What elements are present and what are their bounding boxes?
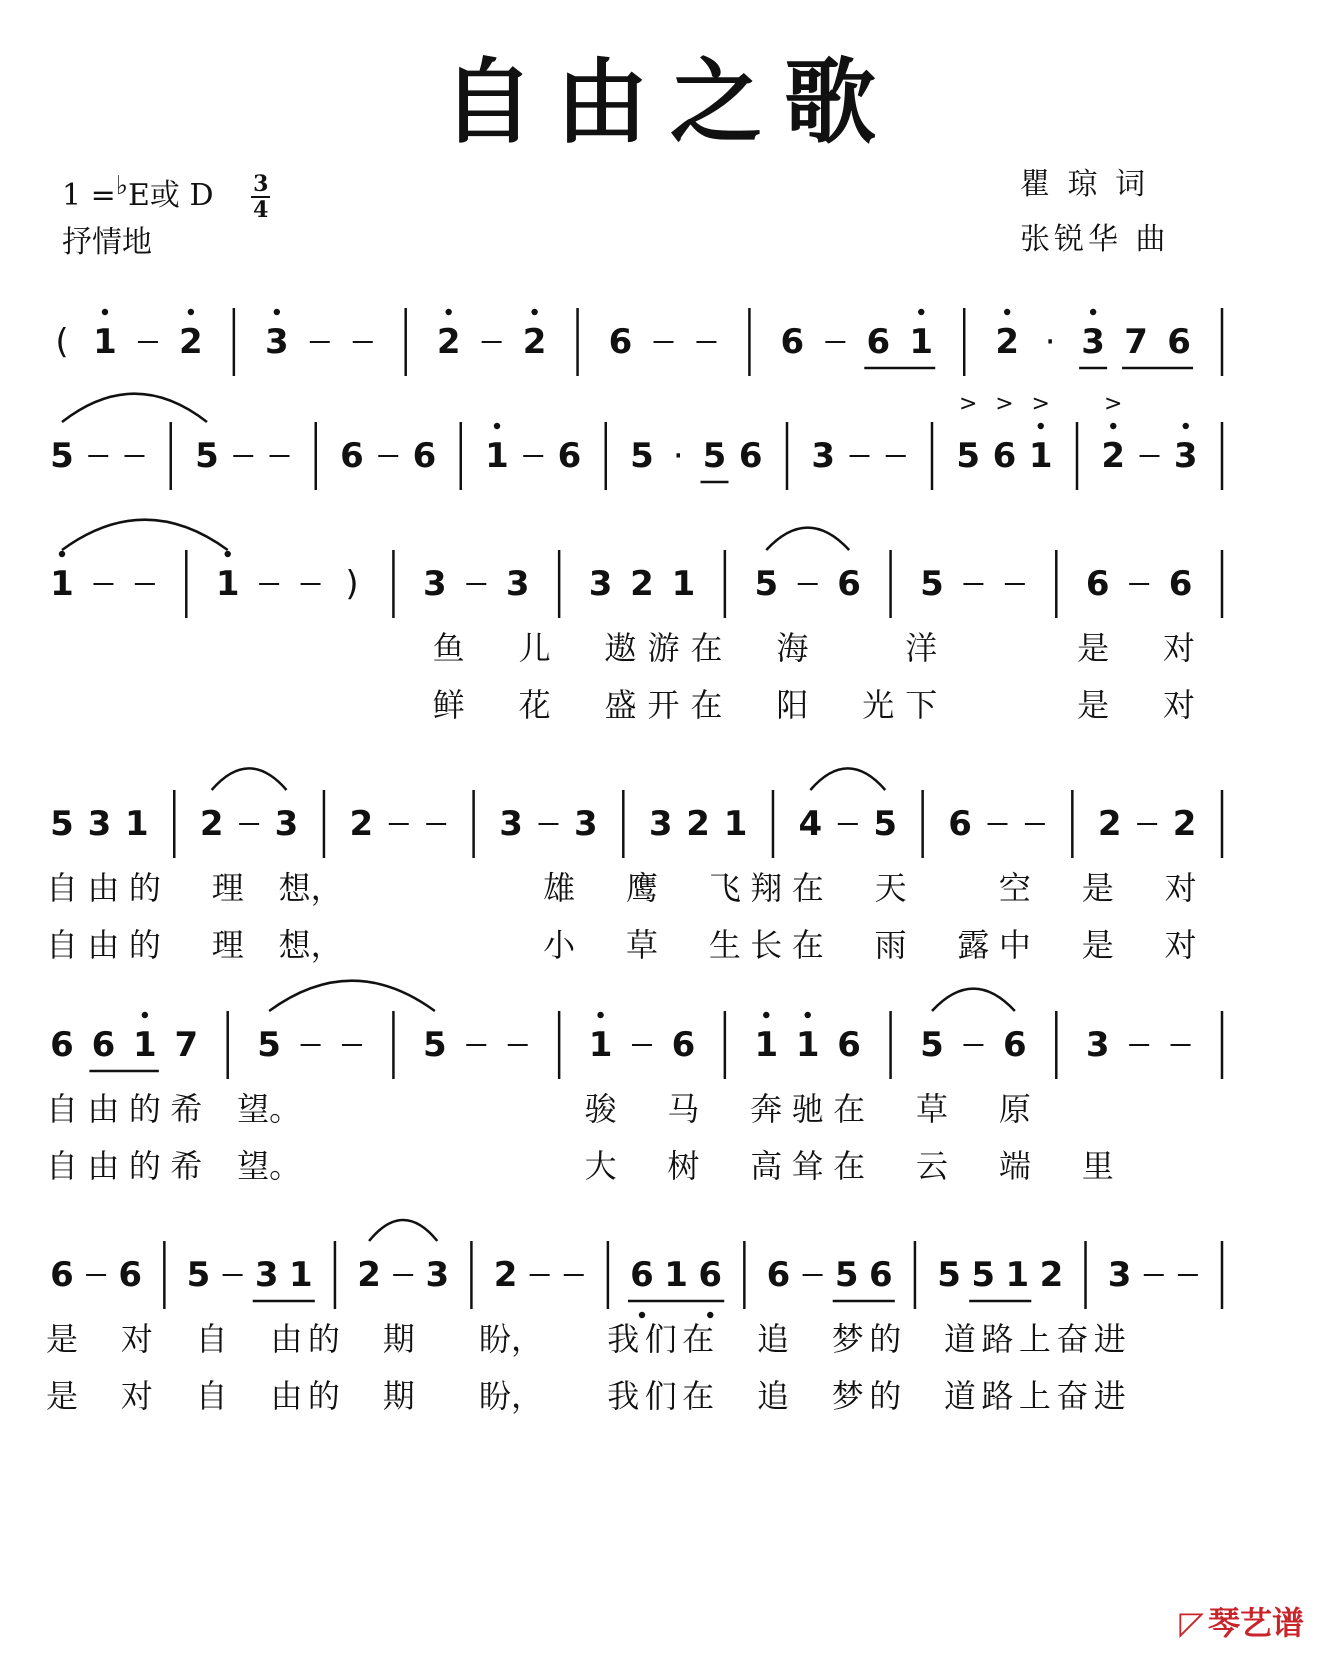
lyric-char: 进 [1093,1377,1126,1415]
lyric-char: 由 [87,926,120,964]
slur-arc [369,1220,437,1241]
lyric-char: 长 [750,926,783,964]
lyric-char: 上 [1018,1377,1051,1415]
lyric-char: 里 [1081,1147,1114,1185]
note: 2 [686,804,710,844]
lyric-char: 的 [128,1090,161,1128]
high-octave-dot [531,309,537,315]
watermark [1179,1598,1304,1644]
lyric-char: 在 [690,629,723,667]
note: 3 [505,564,530,604]
note: 3 [1173,436,1198,476]
lyric-char: 的 [307,1377,340,1415]
lyric-char: 对 [1163,629,1196,667]
note: 3 [254,1255,279,1295]
tempo-mark: 抒情地 [62,225,152,260]
high-octave-dot [59,551,65,557]
lyric-char: 在 [791,869,824,907]
slur-arc [766,528,849,550]
note: 5 [873,804,898,844]
note: 6 [412,436,437,476]
lyric-char: 在 [682,1320,715,1358]
note: 7 [174,1025,199,1065]
high-octave-dot [918,309,924,315]
note: 6 [738,436,763,476]
note: 3 [425,1255,450,1295]
lyric-char: 由 [270,1320,303,1358]
note: 5 [50,436,74,476]
high-octave-dot [188,309,194,315]
lyric-char: 追 [756,1320,789,1358]
note: 2 [522,322,547,362]
note: 6 [608,322,633,362]
note: 2 [1097,804,1122,844]
augmentation-dot: · [672,436,684,476]
high-octave-dot [274,309,280,315]
lyric-char: 自 [45,869,79,907]
lyric-char: 驰 [791,1090,824,1128]
lyric-char: 云 [915,1147,949,1185]
lyric-char: 马 [667,1090,700,1128]
lyric-char: 飞 [708,869,741,907]
lyric-char: 雨 [874,926,907,964]
lyric-char: 空 [998,869,1031,907]
note: 3 [648,804,673,844]
note: 3 [574,804,598,844]
note: 5 [937,1255,961,1295]
note: 6 [50,1025,74,1065]
note: 6 [340,436,364,476]
lyric-char: 开 [647,686,680,724]
lyric-char: 自 [45,1090,79,1128]
lyric-char: 追 [756,1377,789,1415]
lyric-char: 希 [170,1147,203,1185]
accent-mark: > [959,391,978,417]
note: 6 [837,564,861,604]
watermark-logo-icon: ◸ [1179,1604,1204,1642]
lyric-char: 奔 [750,1090,783,1128]
note: 2 [436,322,461,362]
lyric-char: 期 [382,1320,415,1358]
lyric-char: 由 [270,1377,303,1415]
accent-mark: > [995,391,1014,417]
note: 6 [630,1255,654,1295]
note: 1 [485,436,509,476]
lyric-char: 在 [833,1147,866,1185]
lyric-char: 的 [869,1320,902,1358]
note: 1 [1005,1255,1030,1295]
note: 5 [257,1025,281,1065]
lyric-char: 梦 [831,1377,864,1415]
slur-arc [212,768,287,790]
lyric-char: 自 [195,1377,228,1415]
lyric-char: 的 [869,1377,902,1415]
lyric-char: 下 [905,686,938,724]
note: 5 [423,1025,447,1065]
lyric-char: 树 [667,1147,700,1185]
lyric-char: 盼， [479,1320,544,1358]
note: 6 [837,1025,861,1065]
time-top: 3 [253,171,269,197]
lyric-char: 是 [45,1377,79,1415]
note: 1 [909,322,934,362]
note: 5 [920,1025,944,1065]
note: 1 [671,564,696,604]
note: 5 [195,436,219,476]
lyric-char: 盼， [479,1377,544,1415]
note: 2 [1039,1255,1064,1295]
lyric-char: 的 [307,1320,340,1358]
lyric-char: 翔 [750,869,783,907]
note: 2 [630,564,654,604]
note: 1 [754,1025,779,1065]
note: 1 [125,804,149,844]
note: 6 [50,1255,74,1295]
flat-sign: ♭ [115,171,129,202]
high-octave-dot [1183,423,1189,429]
note: 5 [50,804,74,844]
lyric-char: 路 [981,1320,1014,1358]
note: 3 [811,436,836,476]
lyric-char: 对 [120,1320,153,1358]
lyric-char: 道 [944,1377,977,1415]
high-octave-dot [1038,423,1044,429]
repeat-paren: ( [55,322,69,362]
note: 6 [1167,322,1191,362]
lyric-char: 盛 [604,686,637,724]
note: 3 [1081,322,1105,362]
lyric-char: 梦 [831,1320,864,1358]
lyric-char: 对 [1163,686,1196,724]
note: 6 [1003,1025,1027,1065]
note: 6 [671,1025,696,1065]
note: 3 [499,804,523,844]
note: 5 [956,436,981,476]
lyric-char: 在 [690,686,723,724]
lyric-char: 道 [944,1320,977,1358]
note: 3 [423,564,447,604]
high-octave-dot [597,1012,603,1018]
lyric-char: 洋 [905,629,938,667]
lyric-char: 鱼 [432,629,465,667]
lyric-char: 期 [382,1377,415,1415]
lyric-char: 是 [1081,869,1114,907]
high-octave-dot [102,309,108,315]
lyric-char: 的 [128,926,161,964]
note: 6 [698,1255,723,1295]
augmentation-dot: · [1044,322,1056,362]
lyric-char: 望。 [237,1090,302,1128]
lyric-char: 奋 [1056,1377,1089,1415]
high-octave-dot [805,1012,811,1018]
lyric-char: 儿 [518,629,551,667]
lyric-char: 是 [1077,686,1110,724]
slur-arc [62,520,228,550]
note: 1 [288,1255,313,1295]
note: 2 [493,1255,518,1295]
lyric-char: 骏 [584,1090,617,1128]
note: 6 [1168,564,1193,604]
note: 5 [971,1255,996,1295]
lyric-char: 在 [682,1377,715,1415]
note: 2 [179,322,203,362]
lyric-char: 耸 [791,1147,824,1185]
note: 1 [795,1025,820,1065]
lyric-char: 鹰 [625,869,659,907]
low-octave-dot [639,1312,645,1318]
lyric-char: 雄 [543,869,576,907]
accent-mark: > [1031,391,1050,417]
note: 2 [357,1255,381,1295]
note: 1 [133,1025,157,1065]
lyric-char: 由 [87,1147,120,1185]
note: 1 [664,1255,688,1295]
lyric-char: 在 [833,1090,866,1128]
slur-arc [62,394,207,422]
note: 3 [1085,1025,1110,1065]
note: 6 [992,436,1017,476]
note: 1 [93,322,117,362]
note: 2 [349,804,374,844]
lyric-char: 我 [607,1320,640,1358]
note: 5 [834,1255,859,1295]
lyric-char: 我 [607,1377,640,1415]
lyric-char: 海 [776,629,809,667]
note: 6 [1085,564,1110,604]
lyric-char: 端 [998,1147,1031,1185]
lyric-char: 阳 [776,686,809,724]
note: 6 [948,804,972,844]
note: 5 [754,564,779,604]
lyric-char: 中 [998,926,1031,964]
lyric-char: 们 [644,1320,677,1358]
lyric-char: 奋 [1056,1320,1089,1358]
lyric-char: 是 [45,1320,79,1358]
slur-arc [810,768,885,790]
lyric-char: 对 [1164,926,1197,964]
lyric-char: 遨 [604,629,637,667]
lyric-char: 自 [45,1147,79,1185]
lyric-char: 的 [128,1147,161,1185]
lyric-char: 由 [87,1090,120,1128]
lyric-char: 路 [981,1377,1014,1415]
lyric-char: 们 [644,1377,677,1415]
lyric-char: 大 [584,1147,617,1185]
lyric-char: 原 [998,1090,1031,1128]
lyric-char: 小 [543,926,576,964]
note: 6 [866,322,891,362]
note: 6 [780,322,805,362]
page-title: 自由之歌 [441,49,898,156]
note: 3 [1107,1255,1132,1295]
high-octave-dot [494,423,500,429]
high-octave-dot [1004,309,1010,315]
note: 6 [766,1255,791,1295]
note: 6 [868,1255,893,1295]
lyric-char: 高 [750,1147,783,1185]
lyric-char: 游 [647,629,680,667]
lyric-char: 天 [874,869,907,907]
lyric-char: 的 [128,869,161,907]
lyric-char: 是 [1081,926,1114,964]
note: 1 [215,564,240,604]
accent-mark: > [1104,391,1123,417]
note: 1 [723,804,748,844]
note: 3 [264,322,289,362]
note: 3 [588,564,613,604]
time-bottom: 4 [253,197,269,224]
high-octave-dot [1090,309,1096,315]
note: 1 [50,564,74,604]
lyric-char: 理 [211,926,244,964]
lyric-char: 花 [518,686,551,724]
lyric-char: 露 [957,926,990,964]
high-octave-dot [225,551,231,557]
lyric-char: 自 [195,1320,228,1358]
slur-arc [932,989,1015,1011]
composer-credit: 张锐华 曲 [1020,222,1170,257]
lyric-char: 想， [278,926,343,964]
watermark-text: 琴艺谱 [1207,1604,1304,1642]
lyric-char: 生 [708,926,741,964]
lyric-char: 自 [45,926,79,964]
note: 2 [995,322,1020,362]
lyric-char: 光 [862,686,895,724]
lyric-char: 草 [625,926,659,964]
note: 5 [920,564,944,604]
note: 1 [588,1025,613,1065]
note: 6 [91,1025,116,1065]
lyric-char: 对 [1164,869,1197,907]
high-octave-dot [763,1012,769,1018]
lyricist-credit: 瞿 琼 词 [1020,167,1150,202]
key-text: E或 D [128,178,214,214]
note: 4 [798,804,823,844]
note: 6 [118,1255,143,1295]
lyric-char: 在 [791,926,824,964]
slur-arc [269,981,435,1011]
note: 7 [1124,322,1148,362]
note: 3 [87,804,112,844]
lyric-char: 望。 [237,1147,302,1185]
lyric-char: 上 [1018,1320,1051,1358]
note: 5 [702,436,727,476]
lyric-char: 想， [278,869,343,907]
note: 5 [630,436,654,476]
lyric-char: 是 [1077,629,1110,667]
lyric-char: 由 [87,869,120,907]
high-octave-dot [142,1012,148,1018]
repeat-paren: ) [345,564,359,604]
lyric-char: 草 [915,1090,949,1128]
lyric-char: 希 [170,1090,203,1128]
note: 2 [1101,436,1126,476]
lyric-char: 进 [1093,1320,1126,1358]
high-octave-dot [1110,423,1116,429]
note: 3 [274,804,299,844]
lyric-char: 鲜 [432,686,465,724]
note: 2 [1172,804,1197,844]
lyric-char: 对 [120,1377,153,1415]
high-octave-dot [445,309,451,315]
note: 5 [186,1255,211,1295]
note: 1 [1028,436,1053,476]
low-octave-dot [707,1312,713,1318]
key-prefix: 1 = [62,178,116,214]
note: 2 [199,804,224,844]
lyric-char: 理 [211,869,244,907]
note: 6 [557,436,582,476]
